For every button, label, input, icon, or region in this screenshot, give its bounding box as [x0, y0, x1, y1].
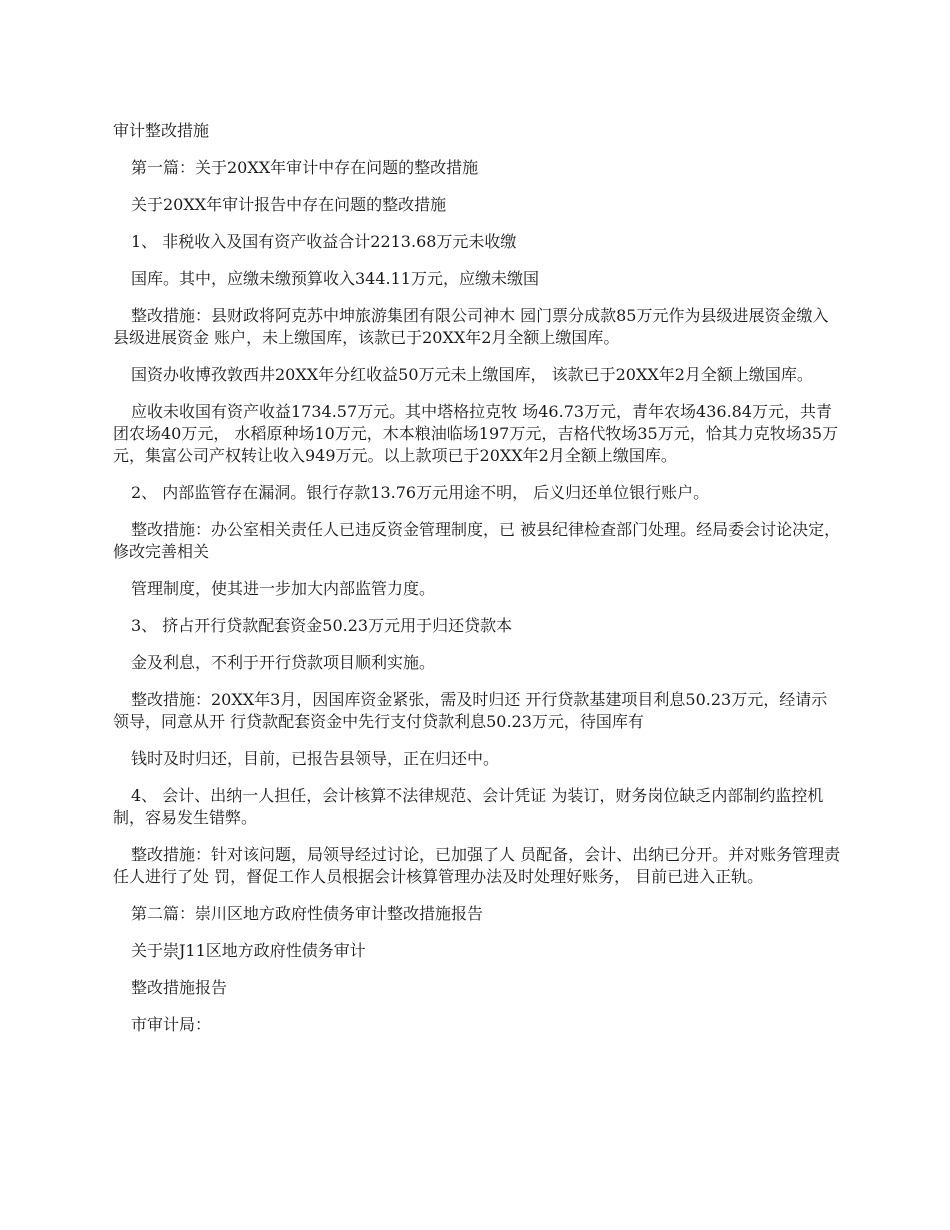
paragraph: 管理制度，使其进一步加大内部监管力度。	[131, 579, 436, 598]
paragraph: 整改措施：针对该问题，局领导经过讨论，已加强了人 员配备，会计、出纳已分开。并对账务管理责任人进行了处 罚，督促工作人员根据会计核算管理办法及时处理好账务， 目前已进入正轨。	[113, 845, 841, 886]
paragraph: 2、 内部监管存在漏洞。银行存款13.76万元用途不明， 后义归还单位银行账户。	[131, 483, 710, 502]
paragraph: 关于崇J11区地方政府性债务审计	[131, 941, 366, 960]
paragraph: 第一篇：关于20XX年审计中存在问题的整改措施	[131, 158, 479, 177]
paragraph: 4、 会计、出纳一人担任，会计核算不法律规范、会计凭证 为装订，财务岗位缺乏内部制约监控机制，容易发生错弊。	[113, 786, 824, 827]
paragraph: 国资办收博孜敦西井20XX年分红收益50万元未上缴国库， 该款已于20XX年2月全额上缴国库。	[131, 365, 813, 384]
document-title: 审计整改措施	[113, 121, 210, 140]
paragraph: 钱时及时归还，目前，已报告县领导，正在归还中。	[131, 749, 500, 768]
paragraph: 市审计局：	[131, 1015, 212, 1034]
paragraph: 3、 挤占开行贷款配套资金50.23万元用于归还贷款本	[131, 616, 513, 635]
paragraph: 国库。其中，应缴未缴预算收入344.11万元，应缴未缴国	[131, 269, 539, 288]
paragraph: 整改措施：20XX年3月，因国库资金紧张，需及时归还 开行贷款基建项目利息50.23万元，经请示领导，同意从开 行贷款配套资金中先行支付贷款利息50.23万元，待国库有	[113, 690, 828, 731]
paragraph: 金及利息，不利于开行贷款项目顺利实施。	[131, 653, 436, 672]
paragraph: 整改措施：办公室相关责任人已违反资金管理制度，已 被县纪律检查部门处理。经局委会讨论决定，修改完善相关	[113, 520, 841, 561]
paragraph: 第二篇：崇川区地方政府性债务审计整改措施报告	[131, 904, 484, 923]
paragraph: 1、 非税收入及国有资产收益合计2213.68万元未收缴	[131, 232, 517, 251]
paragraph: 关于20XX年审计报告中存在问题的整改措施	[131, 195, 447, 214]
paragraph: 整改措施：县财政将阿克苏中坤旅游集团有限公司神木 园门票分成款85万元作为县级进展资金缴入县级进展资金 账户，未上缴国库，该款已于20XX年2月全额上缴国库。	[113, 306, 829, 347]
document-page	[113, 120, 843, 1051]
paragraph: 应收未收国有资产收益1734.57万元。其中塔格拉克牧 场46.73万元，青年农场436.84万元，共青团农场40万元， 水稻原种场10万元，木本粮油临场197万元，吉格代牧场35万元，恰其力克牧场35万元，集富公司产权转让收入949万元。以上款项已于20XX年2月全额上缴国库。	[113, 402, 839, 465]
paragraph: 整改措施报告	[131, 978, 228, 997]
